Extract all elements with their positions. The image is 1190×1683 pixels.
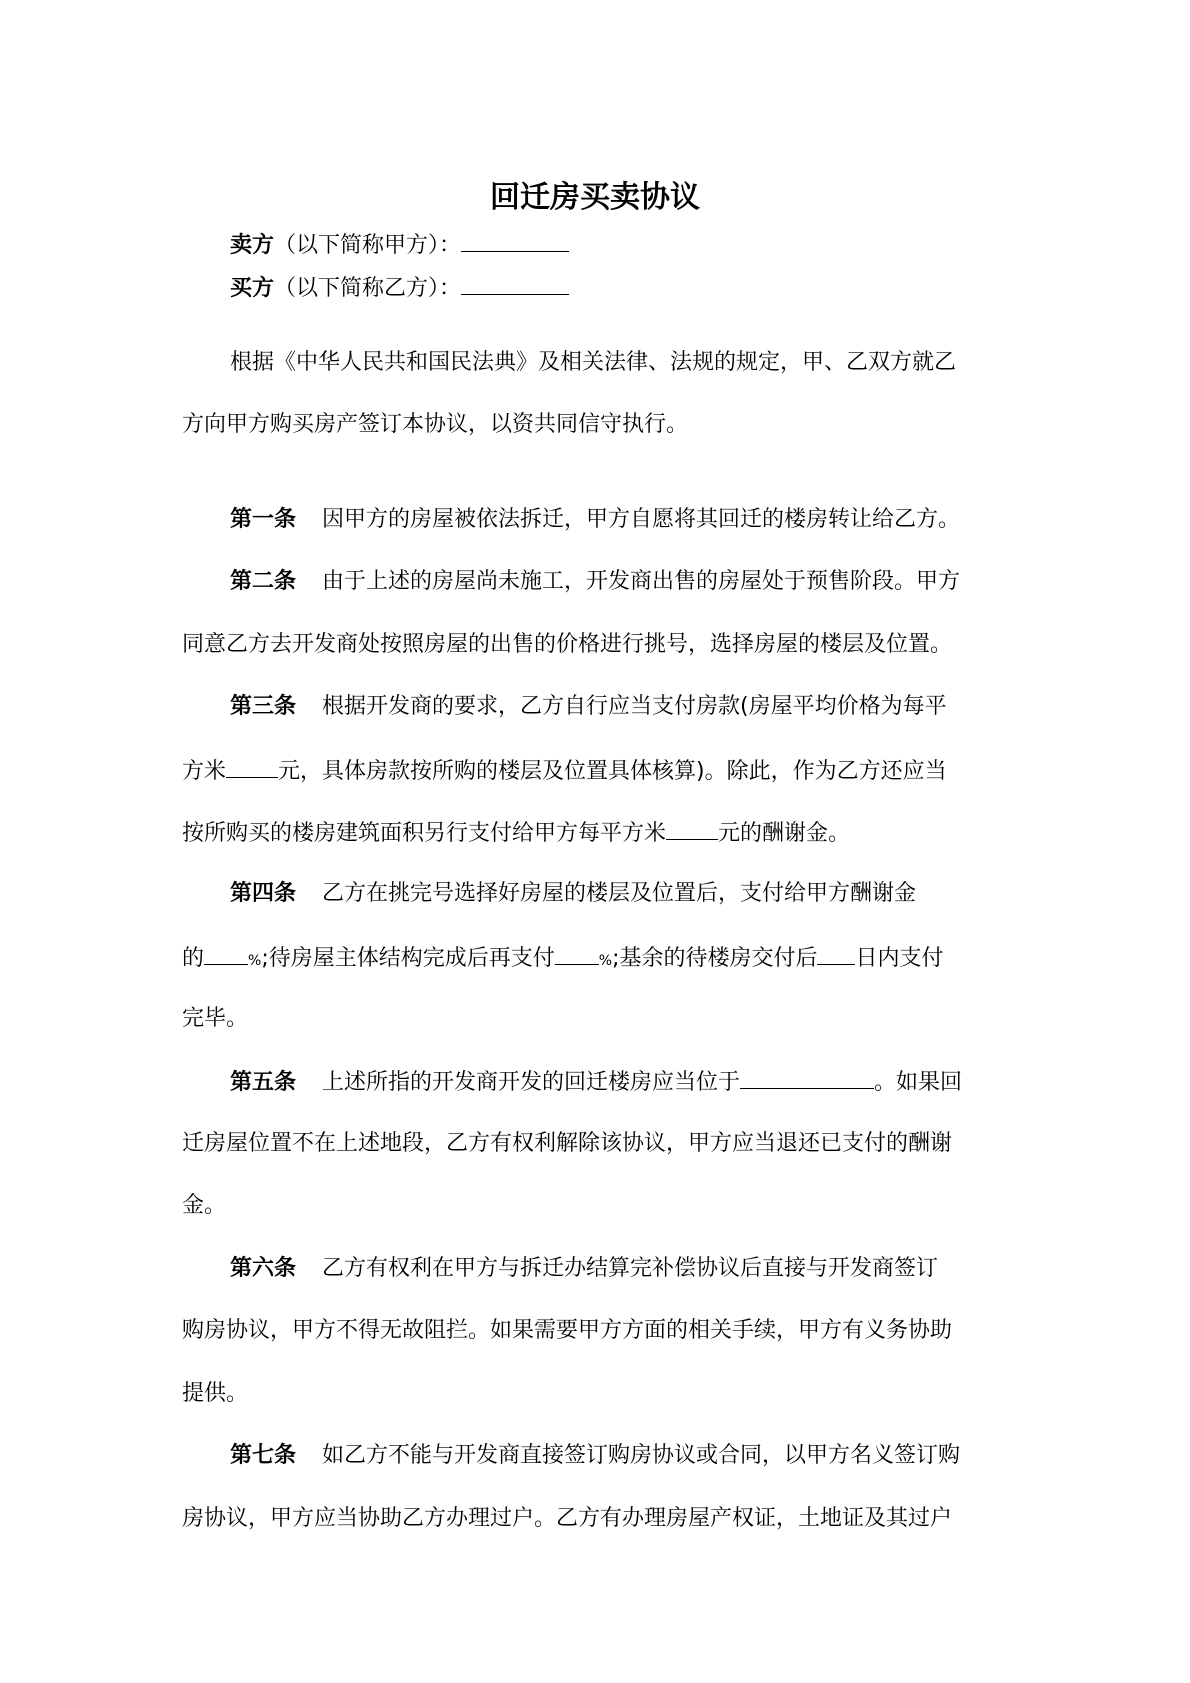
seller-line <box>230 229 1022 261</box>
article-2-label: 第二条 <box>230 569 297 594</box>
article-3-text-2b: 元，具体房款按所购的楼层及位置具体核算)。除此，作为乙方还应当 <box>278 759 947 784</box>
article-2-line-1 <box>230 567 1022 597</box>
location-blank <box>740 1066 874 1089</box>
article-4-text-2c: ;基余的待楼房交付后 <box>612 946 818 971</box>
percent-sign-2: % <box>598 953 613 969</box>
first-payment-percent-blank <box>204 942 248 965</box>
article-4-line-2 <box>182 942 1022 976</box>
article-4-text-2b: ;待房屋主体结构完成后再支付 <box>261 946 555 971</box>
article-4-line-1 <box>230 879 1022 909</box>
final-payment-days-blank <box>817 942 855 965</box>
buyer-line <box>230 272 1022 304</box>
article-5-label: 第五条 <box>230 1070 297 1095</box>
article-1-text: 因甲方的房屋被依法拆迁，甲方自愿将其回迁的楼房转让给乙方。 <box>322 507 961 532</box>
article-4-line-3: 完毕。 <box>182 1006 249 1031</box>
article-5-line-3: 金。 <box>182 1193 227 1218</box>
article-7-line-2: 房协议，甲方应当协助乙方办理过户。乙方有办理房屋产权证，土地证及其过户 <box>182 1506 953 1531</box>
article-1-line-1 <box>230 505 1022 535</box>
article-3-line-1 <box>230 692 1022 722</box>
article-6-label: 第六条 <box>230 1256 297 1281</box>
article-3-label: 第三条 <box>230 694 297 719</box>
article-5-text-1b: 。如果回 <box>874 1070 963 1095</box>
article-3-text-1: 根据开发商的要求，乙方自行应当支付房款(房屋平均价格为每平 <box>322 694 947 719</box>
reward-per-sqm-blank <box>666 817 718 840</box>
article-4-label: 第四条 <box>230 881 297 906</box>
document-title: 回迁房买卖协议 <box>490 180 700 215</box>
seller-label: 卖方 <box>230 233 275 258</box>
article-5-line-2: 迁房屋位置不在上述地段，乙方有权利解除该协议，甲方应当退还已支付的酬谢 <box>182 1131 953 1156</box>
article-3-text-2a: 方米 <box>182 759 227 784</box>
seller-blank <box>461 229 569 252</box>
article-5-line-1 <box>230 1066 1022 1098</box>
seller-note: （以下简称甲方）： <box>274 233 462 258</box>
article-6-line-3: 提供。 <box>182 1381 249 1406</box>
intro-line-1: 根据《中华人民共和国民法典》及相关法律、法规的规定，甲、乙双方就乙 <box>230 350 957 375</box>
price-per-sqm-blank <box>226 755 278 778</box>
article-4-text-2d: 日内支付 <box>855 946 944 971</box>
article-6-line-2: 购房协议，甲方不得无故阻拦。如果需要甲方方面的相关手续，甲方有义务协助 <box>182 1318 953 1343</box>
percent-sign-1: % <box>248 953 262 969</box>
article-4-text-2a: 的 <box>182 946 205 971</box>
article-7-line-1 <box>230 1441 1022 1471</box>
second-payment-percent-blank <box>555 942 599 965</box>
article-3-text-3b: 元的酬谢金。 <box>718 821 851 846</box>
article-7-label: 第七条 <box>230 1443 297 1468</box>
article-7-text-1: 如乙方不能与开发商直接签订购房协议或合同，以甲方名义签订购 <box>322 1443 961 1468</box>
article-6-line-1 <box>230 1254 1022 1284</box>
article-6-text-1: 乙方有权利在甲方与拆迁办结算完补偿协议后直接与开发商签订 <box>322 1256 939 1281</box>
article-2-text-1: 由于上述的房屋尚未施工，开发商出售的房屋处于预售阶段。甲方 <box>322 569 961 594</box>
article-2-line-2: 同意乙方去开发商处按照房屋的出售的价格进行挑号，选择房屋的楼层及位置。 <box>182 632 953 657</box>
article-3-line-2 <box>182 755 1022 787</box>
article-3-line-3 <box>182 817 1022 849</box>
article-1-label: 第一条 <box>230 507 297 532</box>
article-4-text-1: 乙方在挑完号选择好房屋的楼层及位置后，支付给甲方酬谢金 <box>322 881 917 906</box>
buyer-label: 买方 <box>230 276 275 301</box>
buyer-blank <box>461 272 569 295</box>
article-3-text-3a: 按所购买的楼房建筑面积另行支付给甲方每平方米 <box>182 821 667 846</box>
intro-line-2: 方向甲方购买房产签订本协议，以资共同信守执行。 <box>182 412 689 437</box>
article-5-text-1a: 上述所指的开发商开发的回迁楼房应当位于 <box>322 1070 741 1095</box>
buyer-note: （以下简称乙方）： <box>274 276 462 301</box>
